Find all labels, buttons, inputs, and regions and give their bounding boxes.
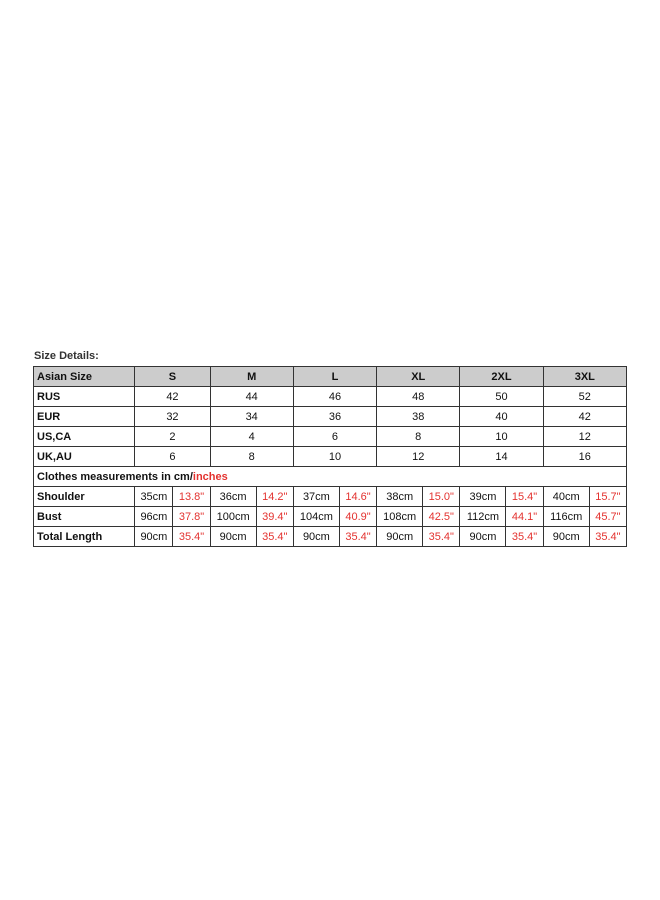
measurement-section-header <box>34 467 627 487</box>
row-label: RUS <box>34 387 135 407</box>
inch-cell: 35.4" <box>173 527 210 547</box>
inch-cell: 15.7" <box>589 487 626 507</box>
table-cell: 10 <box>460 427 543 447</box>
measurement-prefix: Clothes measurements in cm/ <box>37 470 193 483</box>
table-cell: 12 <box>377 447 460 467</box>
row-label: Bust <box>34 507 135 527</box>
size-details-title: Size Details: <box>34 350 99 362</box>
inch-cell: 42.5" <box>423 507 460 527</box>
table-cell: 44 <box>210 387 293 407</box>
table-row-bust <box>34 507 627 527</box>
cm-cell: 90cm <box>460 527 506 547</box>
table-cell: 10 <box>293 447 376 467</box>
cm-cell: 104cm <box>293 507 339 527</box>
inch-cell: 14.6" <box>339 487 376 507</box>
table-cell: 48 <box>377 387 460 407</box>
table-row-rus <box>34 387 627 407</box>
inch-cell: 44.1" <box>506 507 543 527</box>
cm-cell: 35cm <box>135 487 173 507</box>
size-col-m: M <box>210 367 293 387</box>
row-label: EUR <box>34 407 135 427</box>
cm-cell: 100cm <box>210 507 256 527</box>
row-label: UK,AU <box>34 447 135 467</box>
table-cell: 40 <box>460 407 543 427</box>
table-cell: 6 <box>135 447 210 467</box>
table-row-uk-au <box>34 447 627 467</box>
size-col-3xl: 3XL <box>543 367 626 387</box>
size-header-row <box>34 367 627 387</box>
table-cell: 42 <box>135 387 210 407</box>
row-label: Total Length <box>34 527 135 547</box>
row-label: US,CA <box>34 427 135 447</box>
inch-cell: 37.8" <box>173 507 210 527</box>
cm-cell: 90cm <box>135 527 173 547</box>
cm-cell: 36cm <box>210 487 256 507</box>
inch-cell: 40.9" <box>339 507 376 527</box>
inch-cell: 35.4" <box>589 527 626 547</box>
table-cell: 6 <box>293 427 376 447</box>
cm-cell: 90cm <box>377 527 423 547</box>
inch-cell: 35.4" <box>339 527 376 547</box>
inch-cell: 14.2" <box>256 487 293 507</box>
cm-cell: 112cm <box>460 507 506 527</box>
cm-cell: 39cm <box>460 487 506 507</box>
inch-cell: 35.4" <box>256 527 293 547</box>
table-row-us-ca <box>34 427 627 447</box>
size-col-2xl: 2XL <box>460 367 543 387</box>
cm-cell: 40cm <box>543 487 589 507</box>
size-col-s: S <box>135 367 210 387</box>
cm-cell: 37cm <box>293 487 339 507</box>
table-cell: 2 <box>135 427 210 447</box>
table-row-eur <box>34 407 627 427</box>
cm-cell: 90cm <box>210 527 256 547</box>
cm-cell: 116cm <box>543 507 589 527</box>
table-cell: 50 <box>460 387 543 407</box>
table-cell: 38 <box>377 407 460 427</box>
inch-cell: 13.8" <box>173 487 210 507</box>
table-cell: 36 <box>293 407 376 427</box>
inch-cell: 15.0" <box>423 487 460 507</box>
table-cell: 34 <box>210 407 293 427</box>
inch-cell: 35.4" <box>423 527 460 547</box>
table-cell: 4 <box>210 427 293 447</box>
table-cell: 8 <box>210 447 293 467</box>
row-label: Shoulder <box>34 487 135 507</box>
table-cell: 14 <box>460 447 543 467</box>
table-cell: 32 <box>135 407 210 427</box>
size-chart-table <box>33 366 627 547</box>
table-row-total-length <box>34 527 627 547</box>
table-cell: 42 <box>543 407 626 427</box>
cm-cell: 108cm <box>377 507 423 527</box>
cm-cell: 90cm <box>543 527 589 547</box>
asian-size-label: Asian Size <box>34 367 135 387</box>
table-cell: 8 <box>377 427 460 447</box>
table-cell: 52 <box>543 387 626 407</box>
measurement-section-row <box>34 467 627 487</box>
cm-cell: 96cm <box>135 507 173 527</box>
table-cell: 46 <box>293 387 376 407</box>
measurement-unit-inches: inches <box>192 470 228 483</box>
size-col-xl: XL <box>377 367 460 387</box>
inch-cell: 15.4" <box>506 487 543 507</box>
inch-cell: 35.4" <box>506 527 543 547</box>
inch-cell: 45.7" <box>589 507 626 527</box>
table-row-shoulder <box>34 487 627 507</box>
cm-cell: 90cm <box>293 527 339 547</box>
table-cell: 16 <box>543 447 626 467</box>
table-cell: 12 <box>543 427 626 447</box>
size-col-l: L <box>293 367 376 387</box>
cm-cell: 38cm <box>377 487 423 507</box>
inch-cell: 39.4" <box>256 507 293 527</box>
